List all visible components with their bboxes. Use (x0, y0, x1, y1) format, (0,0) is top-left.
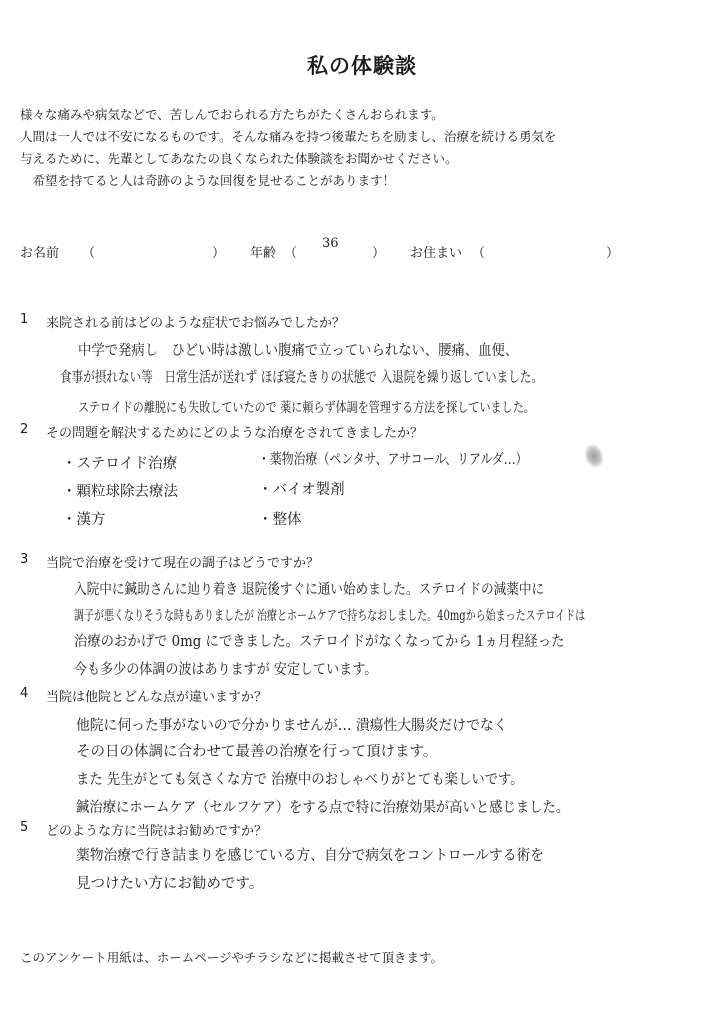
question-text: その問題を解決するためにどのような治療をされてきましたか？ (46, 426, 424, 441)
address-open-paren: （ (472, 246, 486, 261)
answer-line: また 先生がとても気さくな方で 治療中のおしゃべりがとても楽しいです。 (76, 772, 524, 788)
age-close-paren: ） (372, 246, 386, 261)
page-title: 私の体験談 (307, 54, 417, 78)
intro-line: 与えるために、先輩としてあなたの良くなられた体験談をお聞かせください。 (20, 151, 458, 166)
question-text: どのような方に当院はお勧めですか？ (46, 824, 268, 839)
question-text: 当院は他院とどんな点が違いますか？ (46, 690, 268, 705)
answer-line: 治療のおかげで 0mg にできました。ステロイドがなくなってから 1ヵ月程経った (74, 634, 565, 650)
answer-item: ・整体 (258, 512, 302, 528)
answer-line: 今も多少の体調の波はありますが 安定しています。 (74, 662, 378, 678)
answer-line: ステロイドの離脱にも失敗していたので 薬に頼らず体調を管理する方法を探していました。 (78, 400, 535, 416)
name-close-paren: ） (212, 246, 226, 261)
answer-line: その日の体調に合わせて最善の治療を行って頂けます。 (76, 744, 438, 760)
answer-line: 見つけたい方にお勧めです。 (76, 876, 264, 892)
answer-item: ・漢方 (62, 512, 106, 528)
question-number: 1 (20, 312, 29, 327)
question-number: 5 (20, 820, 29, 835)
ink-smudge (581, 442, 606, 471)
answer-item: ・顆粒球除去療法 (62, 484, 178, 500)
answer-line: 薬物治療で行き詰まりを感じている方、自分で病気をコントロールする術を (76, 848, 545, 864)
answer-line: 鍼治療にホームケア（セルフケア）をする点で特に治療効果が高いと感じました。 (76, 800, 570, 816)
age-value: 36 (322, 236, 339, 251)
question-text: 来院される前はどのような症状でお悩みでしたか？ (46, 316, 346, 331)
answer-line: 食事が摂れない等 日常生活が送れず ほぼ寝たきりの状態で 入退院を繰り返していました。 (60, 370, 543, 386)
age-open-paren: （ (284, 246, 298, 261)
answer-line: 調子が悪くなりそうな時もありましたが 治療とホームケアで持ちなおしました。40mgから始まったステロイドは (74, 608, 586, 624)
intro-line: 人間は一人では不安になるものです。そんな痛みを持つ後輩たちを励まし、治療を続ける勇気を (20, 129, 557, 144)
answer-item: ・ステロイド治療 (62, 456, 178, 472)
question-number: 2 (20, 422, 29, 437)
answer-line: 入院中に鍼助さんに辿り着き 退院後すぐに通い始めました。ステロイドの減薬中に (74, 582, 545, 598)
intro-line: 様々な痛みや病気などで、苦しんでおられる方たちがたくさんおられます。 (20, 107, 444, 122)
question-number: 4 (20, 686, 29, 701)
footer-note: このアンケート用紙は、ホームページやチラシなどに掲載させて頂きます。 (20, 950, 444, 965)
name-label: お名前 (20, 246, 60, 261)
question-number: 3 (20, 552, 29, 567)
intro-line: 希望を持てると人は奇跡のような回復を見せることがあります！ (20, 173, 396, 188)
answer-line: 他院に伺った事がないので分かりませんが… 潰瘍性大腸炎だけでなく (76, 718, 508, 734)
address-close-paren: ） (606, 246, 620, 261)
age-label: 年齢 (250, 246, 277, 261)
address-label: お住まい (410, 246, 463, 261)
answer-line: 中学で発病し ひどい時は激しい腹痛で立っていられない、腰痛、血便、 (78, 343, 519, 359)
question-text: 当院で治療を受けて現在の調子はどうですか？ (46, 556, 320, 571)
name-open-paren: （ (82, 246, 96, 261)
answer-item: ・バイオ製剤 (258, 482, 345, 498)
answer-item: ・薬物治療（ペンタサ、アサコール、リアルダ…） (258, 452, 528, 468)
